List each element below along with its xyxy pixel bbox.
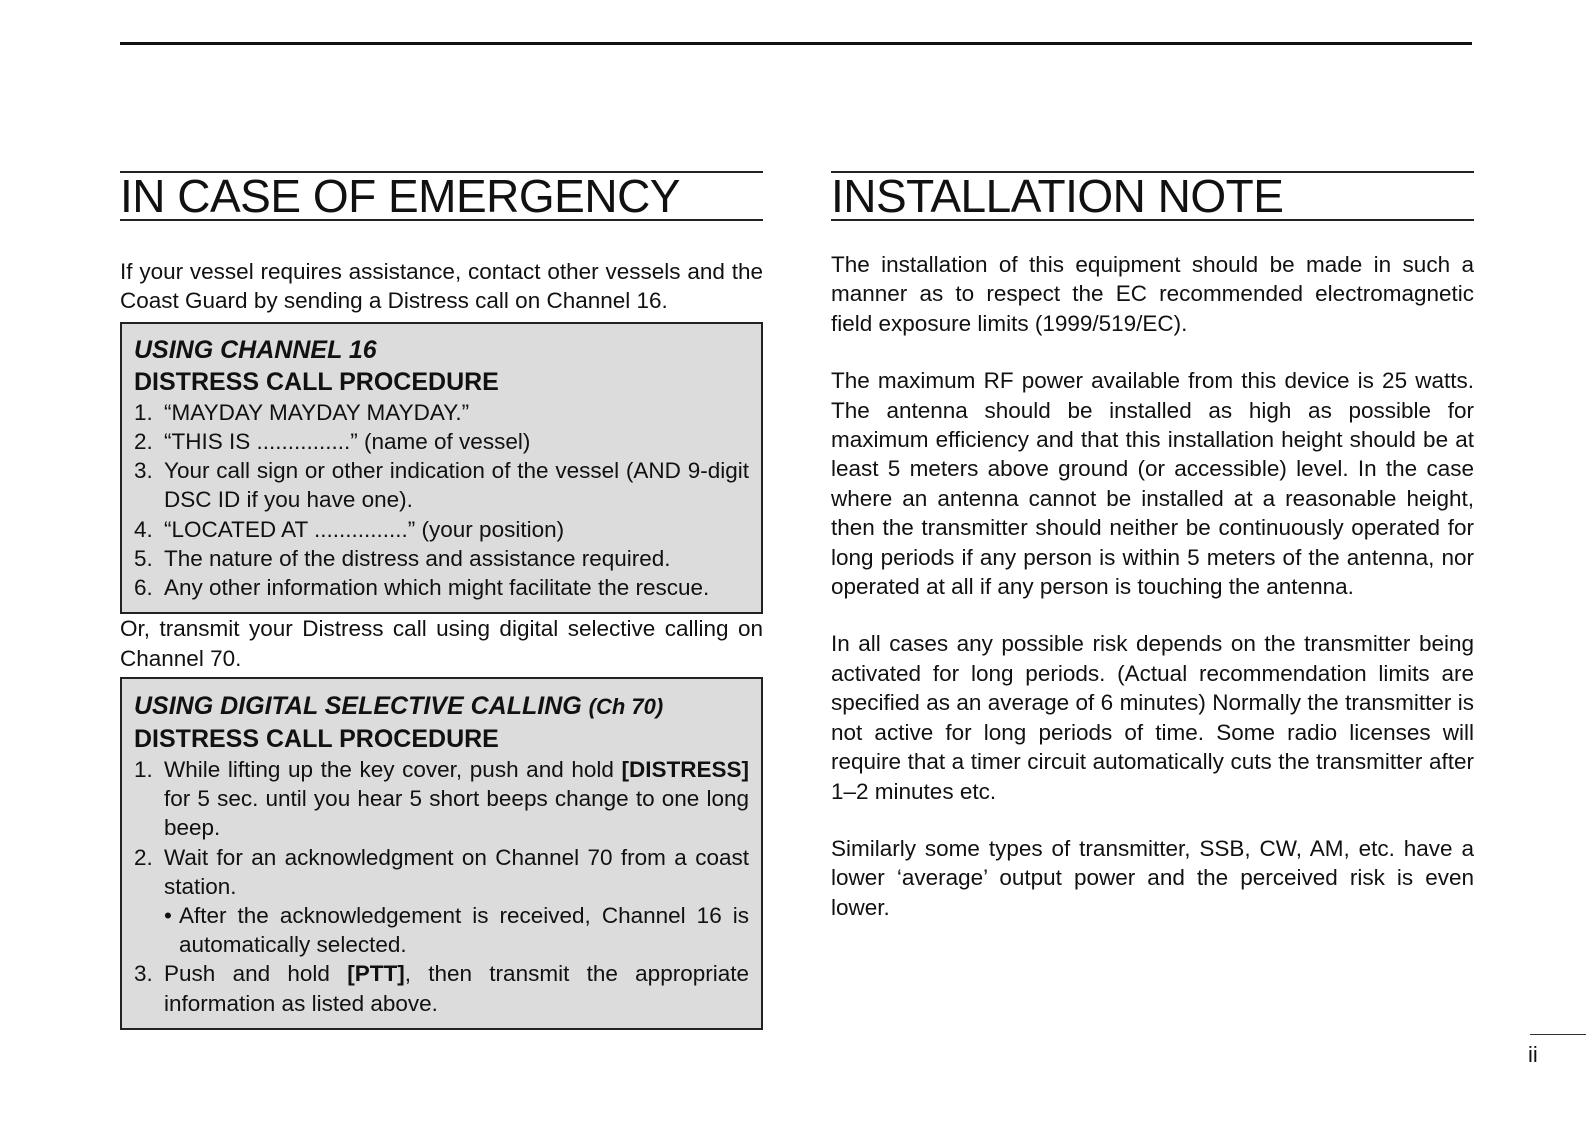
installation-section (831, 171, 1474, 922)
emergency-intro: If your vessel requires assistance, contact other vessels and the Coast Guard by sending a Distress call on Channel 16. (120, 259, 763, 314)
emergency-section (120, 171, 763, 1030)
emergency-title: IN CASE OF EMERGENCY (120, 171, 763, 221)
installation-paragraph: Similarly some types of transmitter, SSB, CW, AM, etc. have a lower ‘average’ output power and the perceived risk is even lower. (831, 835, 1474, 920)
list-item: 1. “MAYDAY MAYDAY MAYDAY.” (134, 399, 470, 425)
ptt-key-label: [PTT] (347, 961, 405, 987)
list-item: 3. Your call sign or other indication of the vessel (AND 9-digit DSC ID if you have one). (134, 458, 749, 513)
list-item: 1. While lifting up the key cover, push and hold [DISTRESS] for 5 sec. until you hear 5 short beeps change to one long beep. (134, 757, 749, 841)
page-number-rule (1530, 1034, 1586, 1035)
installation-paragraph: The maximum RF power available from this device is 25 watts. The antenna should be installed as high as possible for maximum efficiency and that this installation height should be at least 5 meters above ground (or accessible) level. In the case where an antenna cannot be installed at a reasonable height, then the transmitter should neither be continuously operated for long periods if any person is within 5 meters of the antenna, nor operated at all if any person is touching the antenna. (831, 368, 1474, 600)
list-item: 2. Wait for an acknowledgment on Channel 70 from a coast station. • After the acknowledgement is received, Channel 16 is automatically selected. (134, 843, 749, 960)
dsc-subtitle: USING DIGITAL SELECTIVE CALLING (Ch 70) (134, 692, 664, 721)
list-item: 3. Push and hold [PTT], then transmit the appropriate information as listed above. (134, 961, 749, 1016)
list-item: 2. “THIS IS ...............” (name of vessel) (134, 429, 531, 455)
list-item: 5. The nature of the distress and assistance required. (134, 545, 671, 571)
installation-paragraph: The installation of this equipment should be made in such a manner as to respect the EC recommended electromagnetic field exposure limits (1999/519/EC). (831, 252, 1474, 336)
top-rule (120, 42, 1472, 45)
dsc-heading: DISTRESS CALL PROCEDURE (134, 725, 499, 754)
list-item: 6. Any other information which might facilitate the rescue. (134, 575, 710, 601)
channel16-subtitle: USING CHANNEL 16 (134, 335, 377, 364)
distress-key-label: [DISTRESS] (621, 757, 749, 783)
installation-paragraph: In all cases any possible risk depends on the transmitter being activated for long periods. (Actual recommendation limits are specified as an average of 6 minutes) Normally the transmitter is not active for long periods of time. Some radio licenses will require that a timer circuit automatically cuts the transmitter after 1–2 minutes etc. (831, 631, 1474, 804)
channel16-heading: DISTRESS CALL PROCEDURE (134, 367, 499, 396)
page-number: ii (1528, 1042, 1538, 1067)
bullet-note: • After the acknowledgement is received, Channel 16 is automatically selected. (164, 903, 749, 958)
channel16-steps (134, 398, 749, 602)
channel16-procedure-box (120, 322, 763, 614)
dsc-procedure-box (120, 677, 763, 1030)
dsc-intro: Or, transmit your Distress call using digital selective calling on Channel 70. (120, 616, 763, 671)
dsc-steps (134, 755, 749, 1018)
installation-title: INSTALLATION NOTE (831, 171, 1474, 221)
list-item: 4. “LOCATED AT ...............” (your position) (134, 516, 565, 542)
